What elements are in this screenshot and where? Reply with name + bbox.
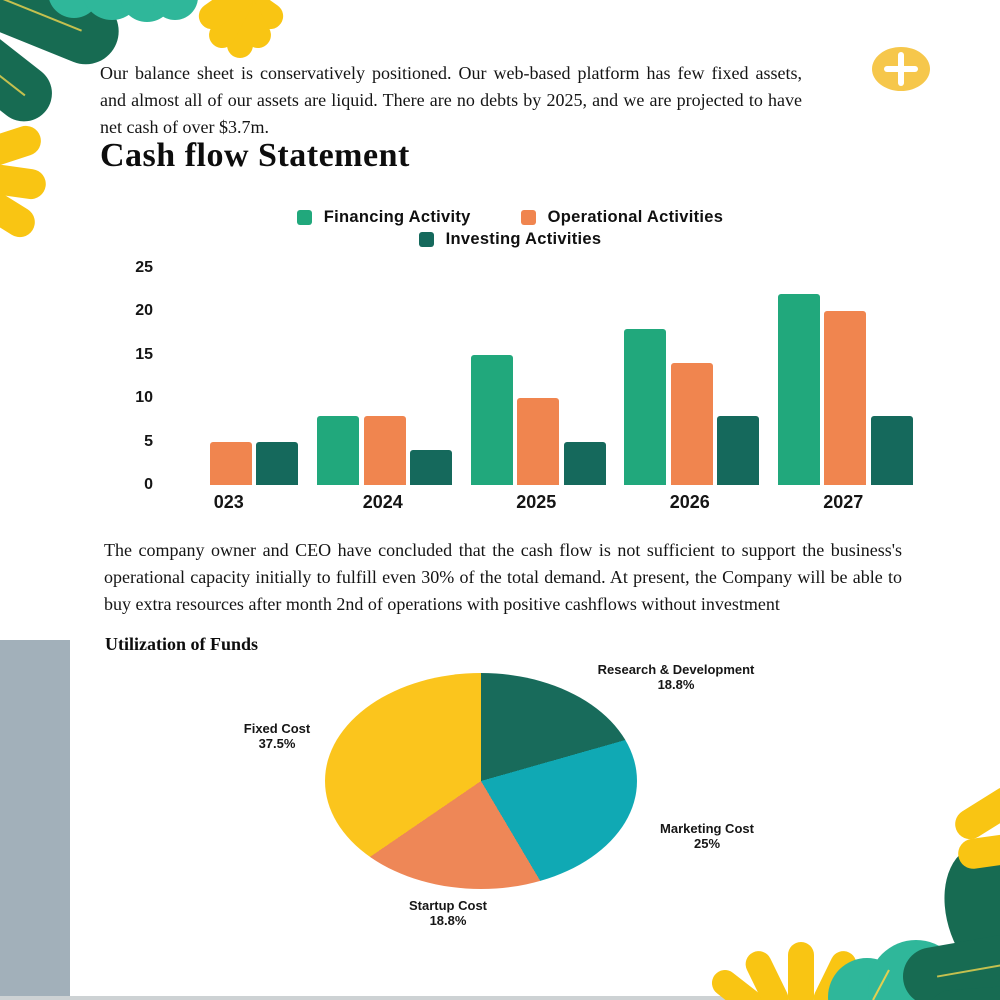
pie-label-text: Marketing Cost (660, 821, 754, 836)
y-axis-tick-15: 15 (135, 345, 153, 363)
chart-legend (100, 208, 920, 252)
bar-operational-activities-2025 (517, 398, 559, 485)
y-axis-tick-0: 0 (144, 476, 153, 493)
bar-financing-activity-2025 (471, 355, 513, 485)
legend-swatch-investing (419, 232, 434, 247)
pie-label-text: Research & Development (597, 662, 755, 677)
x-axis-label-2025: 2025 (516, 492, 557, 512)
pie-label-marketing-cost (627, 821, 787, 851)
x-axis-label-2026: 2026 (669, 492, 710, 512)
pie-label-pct: 18.8% (429, 913, 467, 928)
plus-icon (898, 52, 904, 86)
x-axis-label-2024: 2024 (362, 492, 403, 512)
pie-label-text: Startup Cost (409, 898, 487, 913)
y-axis-tick-10: 10 (135, 389, 153, 407)
y-axis-tick-5: 5 (144, 432, 153, 450)
legend-label-operational: Operational Activities (547, 208, 724, 226)
x-axis-label-023: 023 (213, 492, 244, 512)
legend-row (100, 208, 920, 227)
bar-operational-activities-023 (210, 442, 252, 485)
legend-item-operational (521, 208, 724, 227)
pie-section-title: Utilization of Funds (105, 634, 259, 654)
bar-financing-activity-2026 (624, 329, 666, 485)
x-axis-label-2027: 2027 (823, 492, 864, 512)
bar-investing-activities-2024 (410, 450, 452, 485)
bar-financing-activity-2027 (778, 294, 820, 485)
analysis-paragraph: The company owner and CEO have concluded that the cash flow is not sufficient to support the business's operational capacity initially to fulfill even 30% of the total demand. At present, the Company will be able to buy extra resources after month 2nd of operations with positive cashflows without investment (104, 540, 902, 614)
flower-petal-icon (788, 942, 814, 1000)
bar-investing-activities-2027 (871, 416, 913, 485)
bar-operational-activities-2024 (364, 416, 406, 485)
intro-paragraph: Our balance sheet is conservatively positioned. Our web-based platform has few fixed assets, and almost all of our assets are liquid. There are no debts by 2025, and we are projected to have net cash of over $3.7m. (100, 63, 802, 137)
legend-swatch-operational (521, 210, 536, 225)
utilization-pie-chart (325, 673, 637, 889)
page-title: Cash flow Statement (100, 137, 410, 174)
bar-investing-activities-2026 (717, 416, 759, 485)
bar-investing-activities-023 (256, 442, 298, 485)
legend-row (100, 230, 920, 249)
cash-flow-bar-chart (0, 250, 1000, 530)
legend-item-financing (297, 208, 471, 227)
pie-label-pct: 25% (693, 836, 721, 851)
pie-label-research-development (576, 662, 776, 692)
legend-swatch-financing (297, 210, 312, 225)
flower-petal-icon (0, 161, 48, 201)
pie-label-text: Fixed Cost (243, 721, 311, 736)
bar-operational-activities-2027 (824, 311, 866, 485)
y-axis-tick-20: 20 (135, 302, 153, 320)
pie-label-fixed-cost (197, 721, 357, 751)
pie-label-pct: 18.8% (657, 677, 695, 692)
pie-label-startup-cost (368, 898, 528, 928)
pie-label-pct: 37.5% (258, 736, 296, 751)
bar-investing-activities-2025 (564, 442, 606, 485)
y-axis-tick-25: 25 (135, 259, 153, 276)
legend-label-investing: Investing Activities (445, 230, 602, 248)
bar-operational-activities-2026 (671, 363, 713, 485)
leaf-vein (937, 955, 1000, 977)
leaf-vein (0, 44, 25, 96)
bar-financing-activity-2024 (317, 416, 359, 485)
add-button[interactable] (872, 47, 930, 91)
sidebar-accent-bar (0, 640, 70, 996)
legend-item-investing (419, 230, 602, 249)
legend-label-financing: Financing Activity (323, 208, 471, 226)
